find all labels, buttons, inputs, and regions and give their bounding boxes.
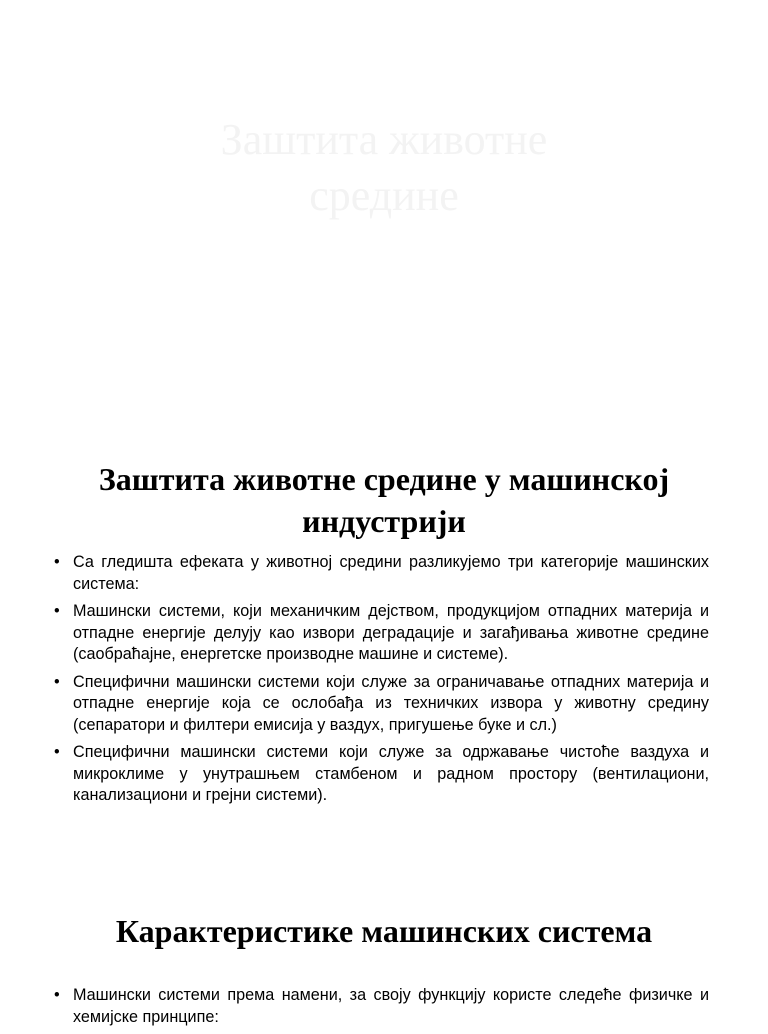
bullet-marker: • (54, 743, 60, 761)
bullet-marker: • (54, 553, 60, 571)
bullet-list-machine-system-principles (54, 985, 709, 1034)
list-item (54, 742, 709, 807)
faded-title-line-2: средине (309, 171, 459, 220)
list-item-text: Машински системи, који механичким дејством, продукцијом отпадних материја и отпадне енергије делују као извори деградације и загађивања животне средине (саобраћајне, енергетске производне машине и системе). (73, 602, 709, 663)
bullet-marker: • (54, 602, 60, 620)
list-item (54, 601, 709, 666)
list-item-text: Са гледишта ефеката у животној средини разликујемо три категорије машинских система: (73, 553, 709, 593)
list-item (54, 672, 709, 737)
bullet-marker: • (54, 672, 60, 691)
bullet-marker: • (54, 986, 60, 1004)
heading-line-2: индустрији (302, 503, 466, 539)
bullet-list-machine-system-categories (54, 552, 709, 813)
list-item-text: Машински системи према намени, за своју функцију користе следеће физичке и хемијске принципе: (73, 986, 709, 1026)
list-item (54, 985, 709, 1028)
list-item-text: Специфични машински системи који служе за ограничавање отпадних материја и отпадне енергије која се ослобађа из техничких извора у животну средину (сепаратори и филтери емисија у ваздух, пригушење буке и сл.) (73, 672, 709, 734)
list-item (54, 552, 709, 595)
faded-document-title (0, 112, 768, 224)
section-heading-environment-protection (50, 458, 718, 542)
heading-line-1: Заштита животне средине у машинској (98, 461, 670, 497)
section-heading-machine-system-characteristics: Карактеристике машинских система (115, 913, 653, 949)
faded-title-line-1: Заштита животне (220, 115, 548, 164)
list-item-text: Специфични машински системи који служе за одржавање чистоће ваздуха и микроклиме у унутрашњем стамбеном и радном простору (вентилациони, канализациони и грејни системи). (73, 743, 709, 804)
